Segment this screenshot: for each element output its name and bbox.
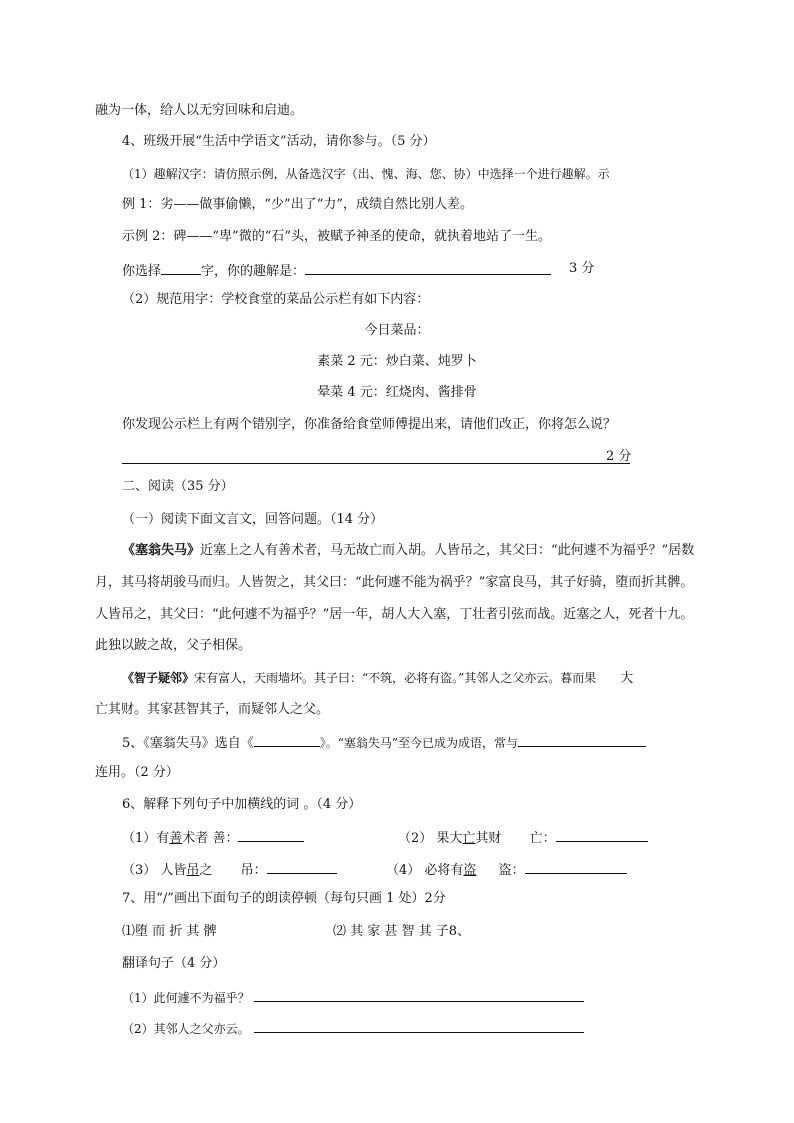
question-7-sentence-2: ⑵ 其 家 甚 智 其 子8、 (333, 924, 471, 939)
question-7-title: 7、用“/”画出下面句子的朗读停顿（每句只画 1 处）2分 (122, 891, 446, 906)
story1-line4: 此独以跛之故，父子相保。 (95, 638, 252, 653)
translate-1-blank[interactable] (254, 986, 584, 1002)
ask-score: 2 分 (606, 449, 632, 464)
q6-1-mid: 术者 (182, 831, 213, 846)
q6-2-ans: 亡： (529, 831, 556, 846)
q6-3-blank[interactable] (267, 858, 337, 874)
choose-middle: 字，你的趣解是： (201, 264, 306, 279)
menu-title: 今日菜品： (364, 323, 430, 338)
char-blank[interactable] (161, 259, 201, 275)
story2-text1: 宋有富人，天雨墙坏。其子曰：“不筑，必将有盗。”其邻人之父亦云。暮而果 (194, 671, 597, 685)
q6-1-word: 善 (169, 831, 183, 846)
question-5-b: 》。“塞翁失马”至今已成为成语，常与 (319, 736, 519, 750)
choose-prefix: 你选择 (122, 264, 162, 279)
story1-title: 《塞翁失马》 (122, 543, 201, 558)
question-4-title: 4、班级开展“生活中学语文”活动，请你参与。（5 分） (122, 134, 436, 149)
q6-4-word: 盗 (463, 863, 477, 878)
question-6-item-3 (122, 858, 337, 881)
translate-item-2 (122, 1017, 584, 1039)
story2-title: 《智子疑邻》 (122, 671, 195, 685)
q6-2-mid: 其财 (475, 831, 506, 846)
question-4-sub2: （2）规范用字：学校食堂的菜品公示栏有如下内容： (122, 292, 430, 307)
example-2: 示例 2：碑——“卑”微的“石”头，被赋予神圣的使命，就执着地站了一生。 (122, 229, 551, 244)
question-5-a: 5、《塞翁失马》选自《 (122, 736, 254, 751)
question-5-line (122, 731, 646, 754)
q6-3-word: 吊 (186, 863, 200, 878)
q6-3-ans: 吊： (240, 863, 267, 878)
translate-item-1 (122, 986, 584, 1008)
choose-score: 3 分 (569, 261, 595, 276)
q6-2-word: 亡 (462, 831, 476, 846)
menu-item-1: 素菜 2 元：炒白菜、炖罗卜 (317, 354, 477, 369)
q6-2-blank[interactable] (556, 826, 648, 842)
section-2-title: 二、阅读（35 分） (122, 479, 234, 494)
q6-3-mid: 之 (199, 863, 217, 878)
choose-line (122, 259, 551, 282)
passage-ending: 融为一体，给人以无穷回味和启迪。 (95, 103, 304, 118)
q6-3-pre: （3） 人皆 (122, 863, 187, 878)
menu-item-2: 晕菜 4 元：红烧肉、酱排骨 (317, 385, 477, 400)
story2-text1b: 大 (620, 671, 634, 686)
q6-1-ans: 善： (212, 831, 239, 846)
section-2-part1: （一）阅读下面文言文，回答问题。（14 分） (122, 512, 384, 527)
question-7-sentence-1: ⑴堕 而 折 其 髀 (122, 924, 217, 939)
translate-title: 翻译句子（4 分） (122, 956, 226, 971)
story2-line2: 亡其财。其家甚智其子，而疑邻人之父。 (95, 702, 330, 717)
translate-1-text: （1）此何遽不为福乎？ (122, 991, 250, 1005)
question-6-item-4 (386, 858, 627, 881)
story1-text1: 近塞上之人有善术者，马无故亡而入胡。人皆吊之，其父曰：“此何遽不为福乎？”居数 (200, 543, 695, 558)
example-1: 例 1：劣——做事偷懒，“少”出了“力”，成绩自然比别人差。 (122, 197, 473, 212)
answer-rule[interactable] (122, 463, 630, 464)
source-blank[interactable] (254, 731, 320, 747)
question-4-ask: 你发现公示栏上有两个错别字，你准备给食堂师傅提出来，请他们改正，你将怎么说？ (122, 417, 617, 432)
question-6-item-2 (398, 826, 648, 849)
q6-1-pre: （1）有 (122, 831, 170, 846)
q6-4-blank[interactable] (525, 858, 627, 874)
translate-2-text: （2）其邻人之父亦云。 (122, 1022, 250, 1036)
question-5-c: 连用。（2 分） (95, 765, 179, 780)
q6-4-mid (476, 863, 480, 878)
idiom-blank[interactable] (518, 731, 646, 747)
question-6-item-1 (122, 826, 304, 849)
q6-1-blank[interactable] (238, 826, 304, 842)
story2-line1 (122, 668, 633, 689)
translate-2-blank[interactable] (254, 1017, 584, 1033)
q6-4-pre: （4） 必将有 (386, 863, 464, 878)
q6-4-ans: 盗： (498, 863, 525, 878)
question-6-title: 6、解释下列句子中加横线的词 。（4 分） (122, 797, 362, 812)
story1-line1 (122, 541, 694, 561)
interpretation-blank[interactable] (305, 259, 551, 275)
story1-line3: 人皆吊之，其父曰：“此何遽不为福乎？”居一年，胡人大入塞，丁壮者引弦而战。近塞之人，死者十九。 (95, 607, 694, 622)
q6-2-pre: （2） 果大 (398, 831, 463, 846)
story1-line2: 月，其马将胡骏马而归。人皆贺之，其父曰：“此何遽不能为祸乎？”家富良马，其子好骑，堕而折其髀。 (95, 575, 694, 590)
question-4-sub1: （1）趣解汉字：请仿照示例，从备选汉字（出、愧、海、您、协）中选择一个进行趣解。示 (122, 167, 610, 181)
